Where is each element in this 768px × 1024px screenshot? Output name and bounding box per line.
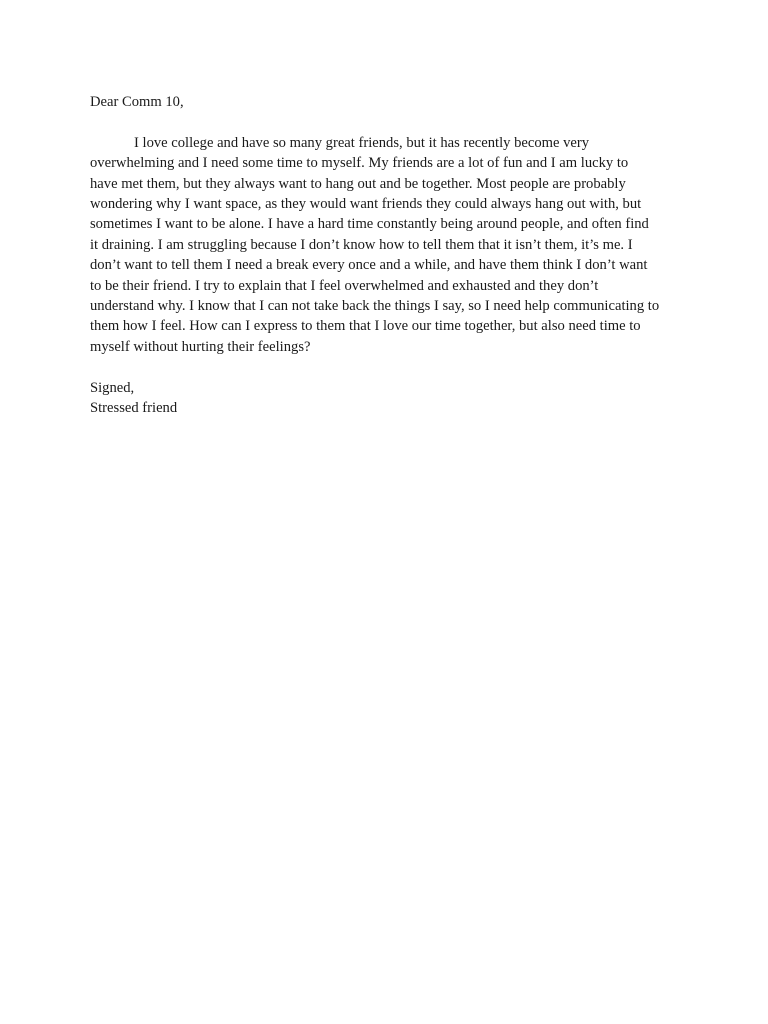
letter	[90, 92, 690, 418]
body-line: them how I feel. How can I express to them that I love our time together, but also need time to	[90, 318, 641, 335]
body-line: don’t want to tell them I need a break every once and a while, and have them think I don’t want	[90, 257, 648, 274]
letter-closing: Signed,	[90, 379, 135, 396]
body-line: sometimes I want to be alone. I have a hard time constantly being around people, and often find	[90, 216, 649, 233]
body-line: myself without hurting their feelings?	[90, 338, 311, 355]
letter-salutation: Dear Comm 10,	[90, 94, 184, 110]
body-line: overwhelming and I need some time to myself. My friends are a lot of fun and I am lucky to	[90, 155, 629, 172]
body-line: to be their friend. I try to explain that I feel overwhelmed and exhausted and they don’t	[90, 277, 599, 294]
body-line: understand why. I know that I can not take back the things I say, so I need help communicating to	[90, 298, 660, 315]
body-line: I love college and have so many great friends, but it has recently become very	[134, 134, 590, 151]
paragraph-gap	[90, 112, 690, 132]
body-line: it draining. I am struggling because I don’t know how to tell them that it isn’t them, it’s me. I	[90, 236, 633, 253]
letter-signature: Stressed friend	[90, 400, 178, 417]
letter-body	[90, 133, 690, 357]
body-line: wondering why I want space, as they would want friends they could always hang out with, but	[90, 196, 642, 213]
paragraph-gap	[90, 357, 690, 377]
body-line: have met them, but they always want to hang out and be together. Most people are probably	[90, 175, 626, 192]
